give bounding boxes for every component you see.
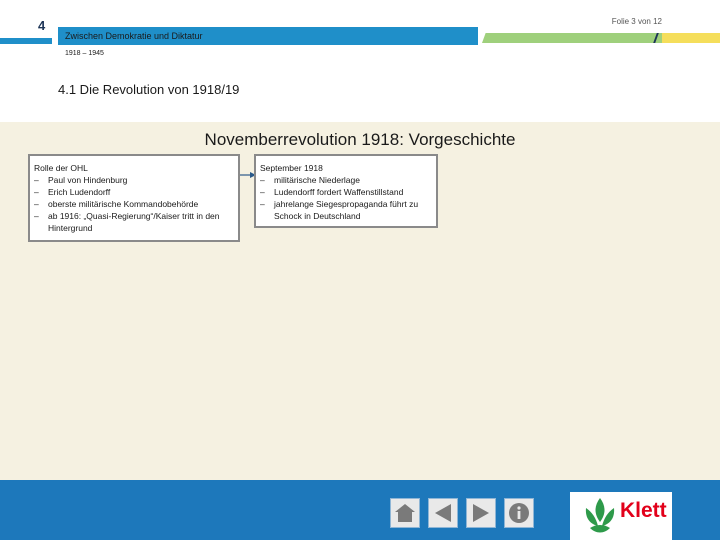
- list-item: – ab 1916: „Quasi-Regierung“/Kaiser tritt in den Hintergrund: [34, 210, 234, 234]
- home-icon: [394, 503, 416, 523]
- chapter-title: Zwischen Demokratie und Diktatur: [65, 31, 203, 41]
- header-accent-bar: [0, 38, 52, 44]
- chapter-number: 4: [38, 18, 46, 33]
- list-item: – Erich Ludendorff: [34, 186, 234, 198]
- slide-title-text: Novemberrevolution 1918: Vorgeschichte: [204, 130, 516, 149]
- home-button[interactable]: [390, 498, 420, 528]
- header-green-bar: [482, 33, 666, 43]
- info-box-ohl: [28, 154, 240, 242]
- slide-counter: Folie 3 von 12: [611, 17, 662, 26]
- header-yellow-bar: [662, 33, 720, 43]
- content-panel: [0, 122, 720, 480]
- list-item: – militärische Niederlage: [260, 174, 432, 186]
- slide-title: [0, 130, 720, 150]
- klett-leaf-icon: [576, 494, 624, 538]
- list-item: – jahrelange Siegespropaganda führt zu Schock in Deutschland: [260, 198, 432, 222]
- bullet-list: [260, 174, 432, 222]
- footer-bar: [0, 480, 720, 540]
- box-heading: September 1918: [260, 163, 323, 173]
- list-item: – oberste militärische Kommandobehörde: [34, 198, 234, 210]
- bullet-list: [34, 174, 234, 234]
- triangle-left-icon: [432, 502, 454, 524]
- info-box-september: [254, 154, 438, 228]
- section-heading: 4.1 Die Revolution von 1918/19: [58, 82, 240, 97]
- forward-button[interactable]: [466, 498, 496, 528]
- list-item: – Ludendorff fordert Waffenstillstand: [260, 186, 432, 198]
- logo-text: Klett: [620, 499, 667, 522]
- info-icon: [508, 502, 530, 524]
- back-button[interactable]: [428, 498, 458, 528]
- list-item: – Paul von Hindenburg: [34, 174, 234, 186]
- triangle-right-icon: [470, 502, 492, 524]
- info-button[interactable]: [504, 498, 534, 528]
- klett-logo: [570, 492, 672, 540]
- period-label: 1918 – 1945: [65, 50, 104, 57]
- box-heading: Rolle der OHL: [34, 163, 88, 173]
